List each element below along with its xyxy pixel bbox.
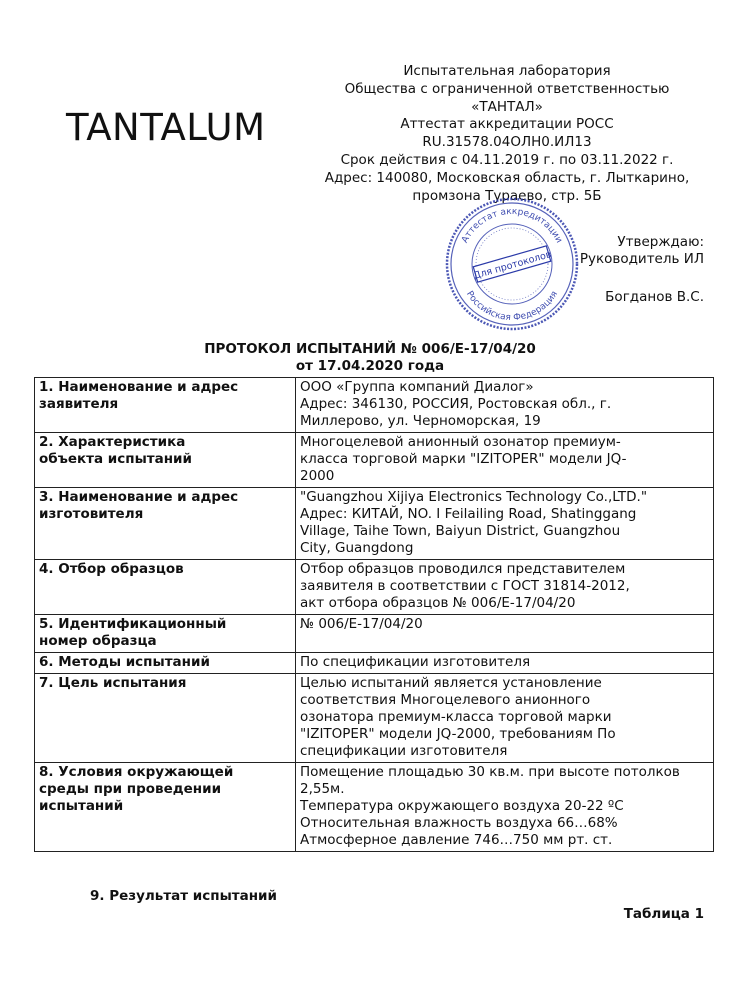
stamp-top-text: Аттестат аккредитации xyxy=(460,206,564,245)
signer-name: Богданов В.С. xyxy=(605,289,704,305)
table-row xyxy=(35,378,714,433)
lab-line: RU.31578.04ОЛН0.ИЛ13 xyxy=(422,134,592,151)
accreditation-stamp xyxy=(444,196,580,332)
lab-line: промзона Тураево, стр. 5Б xyxy=(412,187,602,204)
row-key: 6. Методы испытаний xyxy=(35,653,296,674)
row-key: 3. Наименование и адрес изготовителя xyxy=(35,488,296,560)
row-key: 7. Цель испытания xyxy=(35,674,296,763)
section-heading: 9. Результат испытаний xyxy=(90,888,277,904)
row-key: 8. Условия окружающей среды при проведении испытаний xyxy=(35,763,296,852)
stamp-bottom-text: Российская Федерация xyxy=(463,289,561,324)
lab-line: Испытательная лаборатория xyxy=(403,63,611,79)
lab-line: Аттестат аккредитации РОСС xyxy=(400,116,614,133)
protocol-number: ПРОТОКОЛ ИСПЫТАНИЙ № 006/Е-17/04/20 xyxy=(204,341,536,357)
row-value: Помещение площадью 30 кв.м. при высоте потолков 2,55м. Температура окружающего воздуха 20-22 ºС Относительная влажность воздуха 66…68% Атмосферное давление 746…750 мм рт. ст. xyxy=(296,763,714,852)
row-key: 2. Характеристика объекта испытаний xyxy=(35,433,296,488)
approve-position: Руководитель ИЛ xyxy=(579,251,704,267)
table-row xyxy=(35,615,714,653)
row-value: По спецификации изготовителя xyxy=(296,653,714,674)
table-row xyxy=(35,560,714,615)
table-row xyxy=(35,653,714,674)
lab-line: Адрес: 140080, Московская область, г. Лыткарино, xyxy=(324,169,690,186)
lab-line: Срок действия с 04.11.2019 г. по 03.11.2022 г. xyxy=(340,151,674,168)
stamp-center-text: Для протоколов xyxy=(472,249,553,282)
row-value: ООО «Группа компаний Диалог» Адрес: 346130, РОССИЯ, Ростовская обл., г. Миллерово, ул. Черноморская, 19 xyxy=(296,378,714,433)
row-value: Целью испытаний является установление соответствия Многоцелевого анионного озонатора премиум-класса торговой марки "IZITOPER" модели JQ-2000, требованиям По спецификации изготовителя xyxy=(296,674,714,763)
approve-label: Утверждаю: xyxy=(617,234,704,250)
table-row xyxy=(35,763,714,852)
row-value: № 006/Е-17/04/20 xyxy=(296,615,714,653)
table-row xyxy=(35,433,714,488)
row-value: Многоцелевой анионный озонатор премиум- класса торговой марки "IZITOPER" модели JQ- 2000 xyxy=(296,433,714,488)
approval-block xyxy=(580,234,704,268)
row-value: "Guangzhou Xijiya Electronics Technology Co.,LTD." Адрес: КИТАЙ, NO. I Feilailing Road, Shatinggang Village, Taihe Town, Baiyun District, Guangzhou City, Guangdong xyxy=(296,488,714,560)
row-key: 5. Идентификационный номер образца xyxy=(35,615,296,653)
protocol-title xyxy=(0,341,740,375)
row-value: Отбор образцов проводился представителем заявителя в соответствии с ГОСТ 31814-2012, акт отбора образцов № 006/Е-17/04/20 xyxy=(296,560,714,615)
table-row xyxy=(35,488,714,560)
lab-line: «ТАНТАЛ» xyxy=(471,98,543,115)
table-row xyxy=(35,674,714,763)
protocol-table xyxy=(34,377,714,852)
table-label: Таблица 1 xyxy=(623,906,704,922)
row-key: 4. Отбор образцов xyxy=(35,560,296,615)
svg-text:Аттестат аккредитации xyxy=(460,207,564,245)
protocol-date: от 17.04.2020 года xyxy=(295,358,445,374)
company-logo: TANTALUM xyxy=(66,106,266,149)
lab-header xyxy=(318,63,696,205)
svg-text:Российская Федерация xyxy=(464,290,560,324)
lab-line: Общества с ограниченной ответственностью xyxy=(344,80,670,97)
row-key: 1. Наименование и адрес заявителя xyxy=(35,378,296,433)
